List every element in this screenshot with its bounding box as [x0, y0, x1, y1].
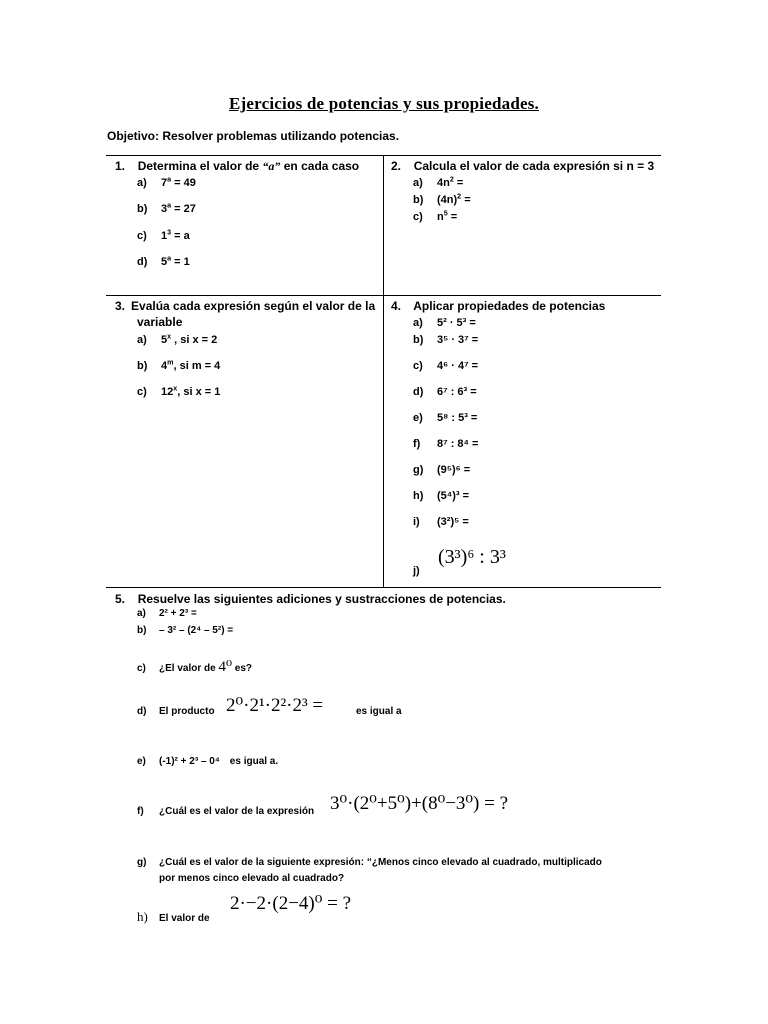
q1-item-c: c) $1^3 = a$: [137, 228, 190, 242]
q4-item-j-math: (3³)⁶ : 3³: [438, 546, 506, 568]
table-row-divider-2: [106, 587, 661, 588]
question-text: Resuelve las siguientes adiciones y sustracciones de potencias.: [137, 592, 506, 606]
question-text: Evalúa cada expresión según el valor de la: [131, 299, 376, 313]
q4-item-g: g) (9⁵)⁶ =: [413, 464, 471, 476]
q4-item-a: a) 5² · 5³ =: [413, 317, 476, 329]
q5-item-g: g) ¿Cuál es el valor de la siguiente expresión: “¿Menos cinco elevado al cuadrado, multiplicado por menos cinco elevado al cuadrado?: [137, 857, 602, 884]
q3-item-c: c) 12$^x$, si x = 1: [137, 384, 221, 398]
q5-item-h-math: 2·−2·(2−4)⁰ = ?: [230, 893, 352, 914]
question-3-heading: [115, 298, 380, 330]
question-5-heading: [115, 591, 506, 607]
q4-item-e: e) 5⁸ : 5³ =: [413, 412, 478, 424]
question-number: 3.: [115, 299, 126, 313]
page-title: Ejercicios de potencias y sus propiedades.: [228, 94, 539, 113]
question-number: 2.: [391, 159, 402, 173]
q4-item-b: b) 3⁵ · 3⁷ =: [413, 334, 479, 346]
q4-item-c: c) 4⁶ · 4⁷ =: [413, 360, 479, 372]
q5-item-a: a) 2² + 2³ =: [137, 608, 197, 619]
question-number: 5.: [115, 592, 126, 606]
q4-item-h: h) (5⁴)³ =: [413, 490, 470, 502]
question-text-line2: variable: [137, 315, 183, 329]
q5-item-e: e) (-1)² + 2³ – 0⁴ es igual a.: [137, 756, 279, 767]
question-text: Calcula el valor de cada expresión si n = 3: [413, 159, 655, 173]
question-text-end: en cada caso: [280, 159, 360, 173]
q5-item-c: c) ¿El valor de 4⁰ es?: [137, 659, 252, 675]
question-4-heading: [391, 298, 605, 314]
q2-item-a: a) $4n^2$ =: [413, 175, 464, 189]
q2-item-b: b) $(4n)^2$ =: [413, 192, 471, 206]
q2-item-c: c) $n^5$ =: [413, 209, 458, 223]
q5-item-f-math: 3⁰·(2⁰+5⁰)+(8⁰−3⁰) = ?: [330, 793, 509, 814]
objective-text: Objetivo: Resolver problemas utilizando potencias.: [107, 129, 400, 143]
question-1-heading: [115, 158, 359, 174]
question-2-heading: [391, 158, 654, 174]
q5-item-h-label: h) El valor de: [137, 909, 210, 924]
q4-item-j-label: j): [413, 565, 420, 577]
q5-item-f-label: f) ¿Cuál es el valor de la expresión: [137, 806, 315, 817]
q4-item-d: d) 6⁷ : 6³ =: [413, 386, 477, 398]
question-number: 4.: [391, 299, 402, 313]
q1-item-a: a) $7^a = 49$: [137, 175, 196, 189]
q4-item-f: f) 8⁷ : 8⁴ =: [413, 438, 479, 450]
question-number: 1.: [115, 159, 126, 173]
q5-c-math: 4⁰: [218, 659, 232, 675]
q5-item-b: b) – 3² – (2⁴ – 5²) =: [137, 625, 234, 636]
q3-item-b: b) 4$^m$, si m = 4: [137, 358, 221, 372]
variable-a: “a”: [262, 159, 281, 173]
question-text: Aplicar propiedades de potencias: [413, 299, 606, 313]
q4-item-i: i) (3²)⁵ =: [413, 516, 469, 528]
question-text: Determina el valor de: [137, 159, 263, 173]
q5-item-d-math: 2⁰·2¹·2²·2³ =: [226, 695, 324, 716]
q5-item-d-post: es igual a: [356, 706, 402, 717]
q1-item-d: d) $5^a = 1$: [137, 254, 190, 268]
q3-item-a: a) 5$^x$ , si x = 2: [137, 332, 218, 346]
q1-item-b: b) $3^a = 27$: [137, 201, 196, 215]
q5-item-d-label: d) El producto: [137, 706, 215, 717]
table-column-divider: [383, 155, 384, 587]
